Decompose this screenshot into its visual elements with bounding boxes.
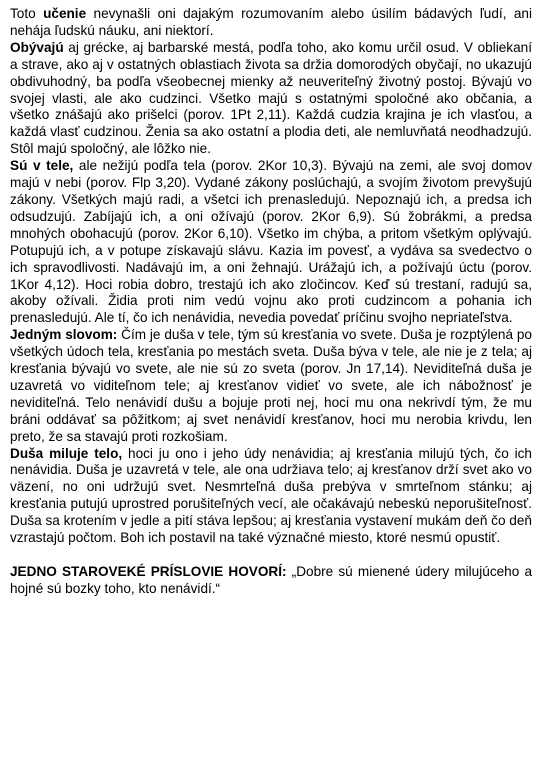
paragraph-lead: Duša miluje telo, — [10, 445, 123, 461]
paragraph-body: hoci ju ono i jeho údy nenávidia; aj kresťania milujú tých, čo ich nenávidia. Duša je uzavretá v tele, ale ona udržiava telo; aj kresťanov drží svet ako vo väzení, no oni udržujú svet. Nesmrteľná duša prebýva v smrteľnom stánku; aj kresťania putujú uprostred porušiteľných vecí, ale očakávajú nebeskú neporušiteľnosť. Duša sa krotením v jedle a pití stáva lepšou; aj kresťania vystavení mukám deň čo deň vzrastajú počtom. Boh ich postavil na také význačné miesto, ktoré nesmú opustiť. — [10, 445, 532, 546]
document-page — [10, 6, 532, 598]
paragraph-lead: Jedným slovom: — [10, 327, 118, 343]
paragraph-lead: Obývajú — [10, 39, 64, 55]
paragraph-body: Čím je duša v tele, tým sú kresťania vo svete. Duša je rozptýlená po všetkých údoch tela, kresťania po mestách sveta. Duša býva v tele, ale nie je z tela; aj kresťania bývajú vo svete, ale nie sú zo sveta (porov. Jn 17,14). Neviditeľná duša je uzavretá vo viditeľnom tele; aj kresťanov vidieť vo svete, ale ich nábožnosť je neviditeľná. Telo nenávidí dušu a bojuje proti nej, hoci mu ona nekrivdí tým, že mu bráni oddávať sa pôžitkom; aj svet nenávidí kresťanov, hoci mu nerobia krivdu, len preto, že sa stavajú proti rozkošiam. — [10, 327, 532, 444]
paragraph-body: aj grécke, aj barbarské mestá, podľa toho, ako komu určil osud. V obliekaní a strave, ako aj v ostatných oblastiach života sa držia domorodých obyčají, no ukazujú obdivuhodný, ba podľa všeobecnej mienky až neuveriteľný životný postoj. Bývajú vo svojej vlasti, ale ako cudzinci. Všetko majú s ostatnými spoločné ako občania, a všetko znášajú ako prišelci (porov. 1Pt 2,11). Každá cudzia krajina je ich vlasťou, a každá vlasť cudzinou. Ženia sa ako ostatní a plodia deti, ale nemluvňatá neodhadzujú. Stôl majú spoločný, ale lôžko nie. — [10, 39, 532, 157]
paragraph-soul-loves-body — [10, 446, 532, 547]
paragraph-teaching — [10, 6, 532, 40]
paragraph-gap — [10, 547, 532, 564]
paragraph-body: ale nežijú podľa tela (porov. 2Kor 10,3). Bývajú na zemi, ale svoj domov majú v nebi (porov. Flp 3,20). Vydané zákony poslúchajú, a svojím životom prevyšujú zákony. Všetkých majú radi, a všetci ich prenasledujú. Nepoznajú ich, a predsa ich odsudzujú. Zabíjajú ich, a oni ožívajú (porov. 2Kor 6,9). Sú žobrákmi, a predsa mnohých obohacujú (porov. 2Kor 6,10). Všetko im chýba, a pritom všetkým oplývajú. Potupujú ich, a v potupe získavajú slávu. Kazia im povesť, a vydáva sa svedectvo o ich spravodlivosti. Nadávajú im, a oni žehnajú. Urážajú ich, a požívajú úctu (porov. 1Kor 4,12). Hoci robia dobro, trestajú ich ako zločincov. Keď sú trestaní, radujú sa, akoby ožívali. Židia proti nim vedú vojnu ako proti cudzincom a pohania ich prenasledujú. Ale tí, čo ich nenávidia, nevedia povedať príčinu svojho nepriateľstva. — [10, 158, 532, 326]
paragraph-lead: Sú v tele, — [10, 158, 74, 174]
paragraph-dwell — [10, 40, 532, 158]
paragraph-in-flesh — [10, 158, 532, 327]
paragraph-lead: učenie — [43, 6, 87, 21]
paragraph-in-a-word — [10, 327, 532, 445]
paragraph-body: nevynašli oni dajakým rozumovaním alebo úsilím bádavých ľudí, ani nehája ľudskú náuku, ani niektorí. — [10, 6, 532, 38]
proverb-body: „Dobre sú mienené údery milujúceho a hojné sú bozky toho, kto nenávidí.“ — [10, 564, 532, 596]
paragraph-lead-before: Toto — [10, 6, 44, 21]
proverb-lead: JEDNO STAROVEKÉ PRÍSLOVIE HOVORÍ: — [10, 564, 287, 579]
proverb-paragraph — [10, 564, 532, 598]
